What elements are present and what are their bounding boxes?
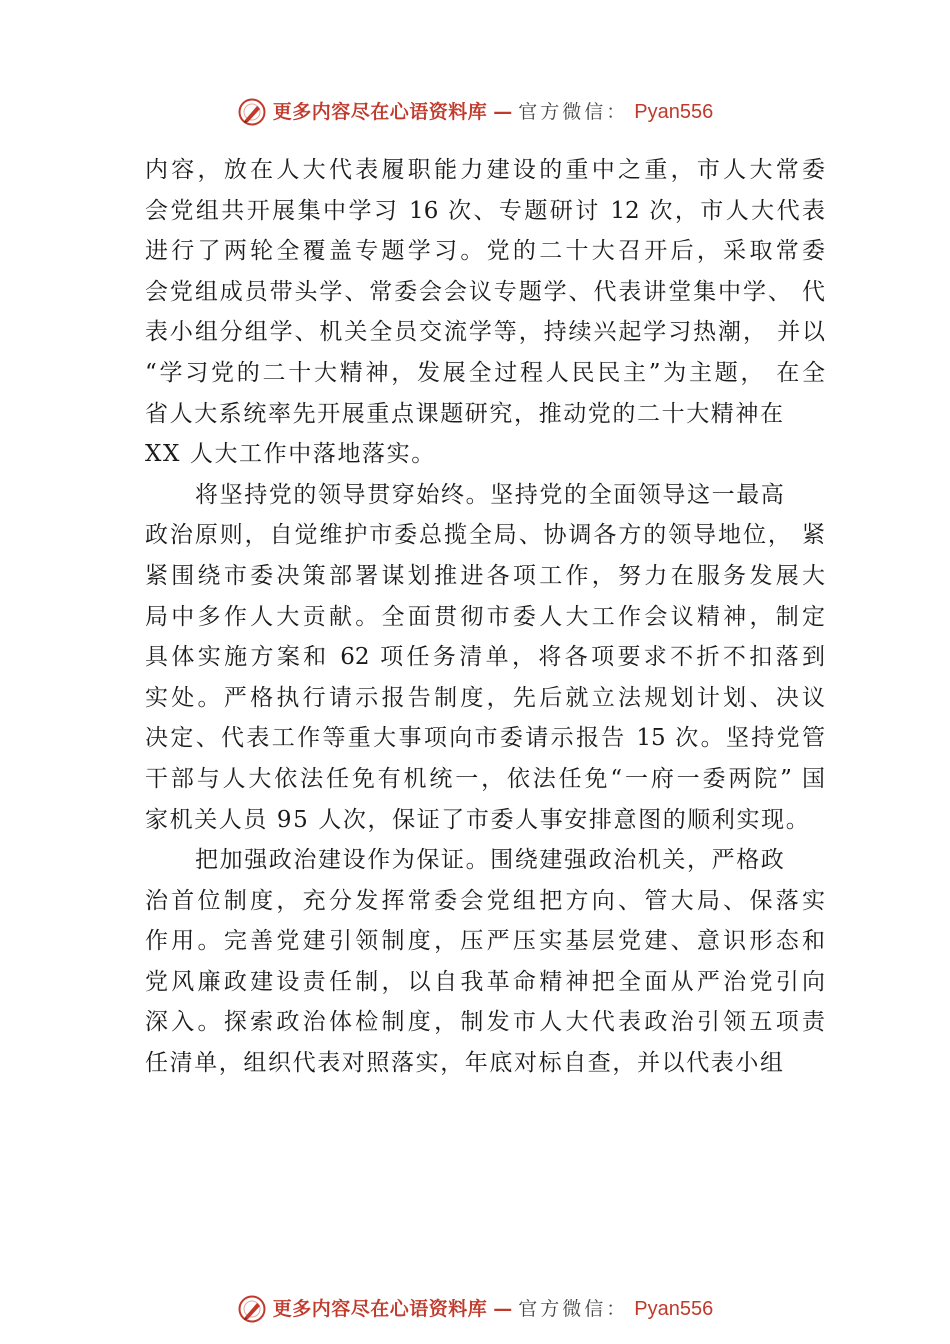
text-line: 会党组共开展集中学习 16 次、专题研讨 12 次，市人大代表 — [145, 197, 825, 224]
watermark-label: 官方微信： — [518, 1298, 629, 1320]
text-line: 党风廉政建设责任制，以自我革命精神把全面从严治党引向 — [145, 968, 825, 995]
text-line: 具体实施方案和 62 项任务清单，将各项要求不折不扣落到 — [145, 644, 825, 671]
text-line: 会党组成员带头学、常委会会议专题学、代表讲堂集中学、 代 — [145, 278, 825, 305]
body-text — [145, 150, 825, 1084]
watermark-separator: — — [493, 101, 513, 123]
header-watermark — [0, 97, 950, 127]
text-line: 紧围绕市委决策部署谋划推进各项工作，努力在服务发展大 — [145, 562, 825, 589]
watermark-account: Pyan556 — [634, 1298, 714, 1320]
text-line: 治首位制度，充分发挥常委会党组把方向、管大局、保落实 — [145, 887, 825, 914]
text-line: 内容，放在人大代表履职能力建设的重中之重，市人大常委 — [145, 157, 825, 183]
text-line: 决定、代表工作等重大事项向市委请示报告 15 次。坚持党管 — [145, 725, 825, 752]
text-line: 实处。严格执行请示报告制度，先后就立法规划计划、决议 — [145, 684, 825, 711]
watermark-brand: 更多内容尽在心语资料库 — [272, 1298, 488, 1320]
text-line: 家机关人员 95 人次，保证了市委人事安排意图的顺利实现。 — [145, 806, 811, 833]
text-line: 省人大系统率先开展重点课题研究，推动党的二十大精神在 — [145, 400, 785, 427]
text-line: 局中多作人大贡献。全面贯彻市委人大工作会议精神，制定 — [145, 603, 825, 630]
text-line: 进行了两轮全覆盖专题学习。党的二十大召开后，采取常委 — [145, 238, 825, 265]
watermark-label: 官方微信： — [518, 101, 629, 123]
text-line: 政治原则，自觉维护市委总揽全局、协调各方的领导地位， 紧 — [145, 522, 825, 549]
text-line: 深入。探索政治体检制度，制发市人大代表政治引领五项责 — [145, 1009, 825, 1036]
text-line: XX 人大工作中落地落实。 — [145, 441, 436, 468]
footer-watermark — [0, 1294, 950, 1324]
text-line: 表小组分组学、机关全员交流学等，持续兴起学习热潮， 并以 — [145, 319, 825, 346]
text-line: 作用。完善党建引领制度，压严压实基层党建、意识形态和 — [145, 928, 825, 955]
paragraph-start-line: 将坚持党的领导贯穿始终。坚持党的全面领导这一最高 — [195, 481, 786, 508]
text-line: 任清单，组织代表对照落实，年底对标自查，并以代表小组 — [145, 1050, 785, 1077]
pen-circle-logo-icon — [237, 1294, 267, 1324]
paragraph-start-line: 把加强政治建设作为保证。围绕建强政治机关，严格政 — [195, 847, 786, 874]
watermark-account: Pyan556 — [634, 101, 714, 123]
text-line: 干部与人大依法任免有机统一，依法任免“一府一委两院” 国 — [145, 765, 825, 792]
watermark-brand: 更多内容尽在心语资料库 — [272, 101, 488, 123]
pen-circle-logo-icon — [237, 97, 267, 127]
text-line: “学习党的二十大精神，发展全过程人民民主”为主题， 在全 — [145, 359, 825, 386]
watermark-separator: — — [493, 1298, 513, 1320]
